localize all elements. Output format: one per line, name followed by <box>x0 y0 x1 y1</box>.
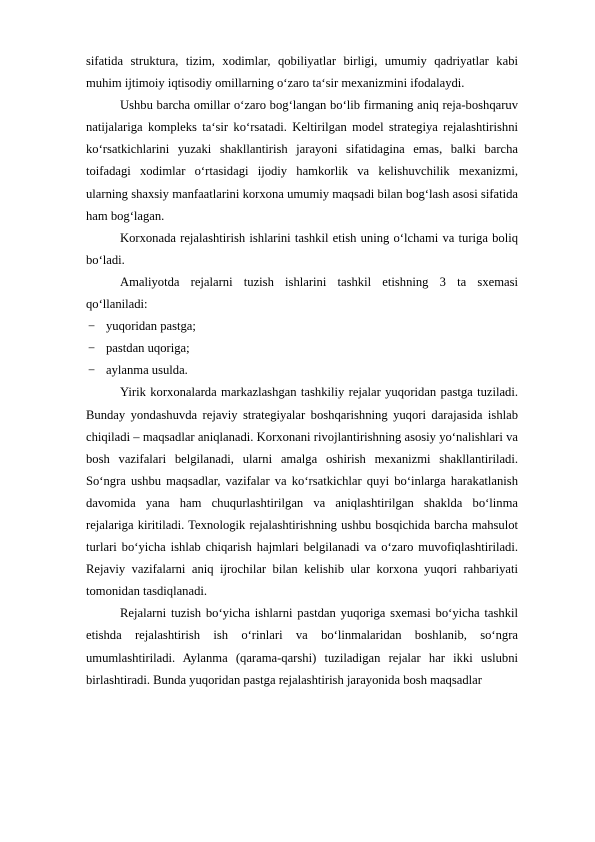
paragraph-bottom-up: Rejalarni tuzish bo‘yicha ishlarni pastdan yuqoriga sxemasi bo‘yicha tashkil etishda rejalashtirish ish o‘rinlari va bo‘linmalaridan boshlanib, so‘ngra umumlashtiriladi. Aylanma (qarama-qarshi) tuziladigan rejalar har ikki uslubni birlashtiradi. Bunda yuqoridan pastga rejalashtirish jarayonida bosh maqsadlar <box>86 606 518 687</box>
paragraph-factors: Ushbu barcha omillar o‘zaro bog‘langan bo‘lib firmaning aniq reja-boshqaruv natijalariga kompleks ta‘sir ko‘rsatadi. Keltirilgan model strategiya rejalashtirishni ko‘rsatkichlarini yuzaki shakllantirish jarayoni sifatidagina emas, balki barcha toifadagi xodimlar o‘rtasidagi ijodiy hamkorlik va kelishuvchilik mexanizmi, ularning shaxsiy manfaatlarini korxona umumiy maqsadi bilan bog‘lash asosi sifatida ham bog‘lagan. <box>86 98 518 223</box>
dash-bullet-icon: − <box>88 341 96 356</box>
list-item-text: aylanma usulda. <box>106 363 188 378</box>
list-item <box>86 315 518 337</box>
paragraph-top-down: Yirik korxonalarda markazlashgan tashkiliy rejalar yuqoridan pastga tuziladi. Bunday yondashuvda rejaviy strategiyalar boshqarishning yuqori darajasida ishlab chiqiladi – maqsadlar aniqlanadi. Korxonani rivojlantirishning asosiy yo‘nalishlari va bosh vazifalari belgilanadi, ularni amalga oshirish mexanizmi shakllantiriladi. So‘ngra ushbu maqsadlar, vazifalar va ko‘rsatkichlar quyi bo‘inlarga harakatlanish davomida yana ham chuqurlashtirilgan va aniqlashtirilgan shaklda bo‘linma rejalariga kiritiladi. Texnologik rejalashtirishning ushbu bosqichida barcha mahsulot turlari bo‘yicha ishlab chiqarish hajmlari belgilanadi va o‘zaro muvofiqlashtiriladi. Rejaviy vazifalarni aniq ijrochilar bilan kelishib ular korxona yuqori rahbariyati tomonidan tasdiqlanadi. <box>86 385 518 599</box>
list-item-text: yuqoridan pastga; <box>106 319 196 334</box>
list-item <box>86 337 518 359</box>
paragraph-continuation: sifatida struktura, tizim, xodimlar, qobiliyatlar birligi, umumiy qadriyatlar kabi muhim ijtimoiy iqtisodiy omillarning o‘zaro ta‘sir mexanizmini ifodalaydi. <box>86 54 518 91</box>
dash-bullet-icon: − <box>88 319 96 334</box>
paragraph-schemes-intro: Amaliyotda rejalarni tuzish ishlarini tashkil etishning 3 ta sxemasi qo‘llaniladi: <box>86 274 518 312</box>
dash-bullet-icon: − <box>88 363 96 378</box>
list-item-text: pastdan uqoriga; <box>106 341 190 356</box>
schemes-list <box>86 315 518 381</box>
list-item <box>86 359 518 381</box>
paragraph-organization: Korxonada rejalashtirish ishlarini tashkil etish uning o‘lchami va turiga boliq bo‘ladi. <box>86 230 518 267</box>
document-page <box>86 50 518 691</box>
